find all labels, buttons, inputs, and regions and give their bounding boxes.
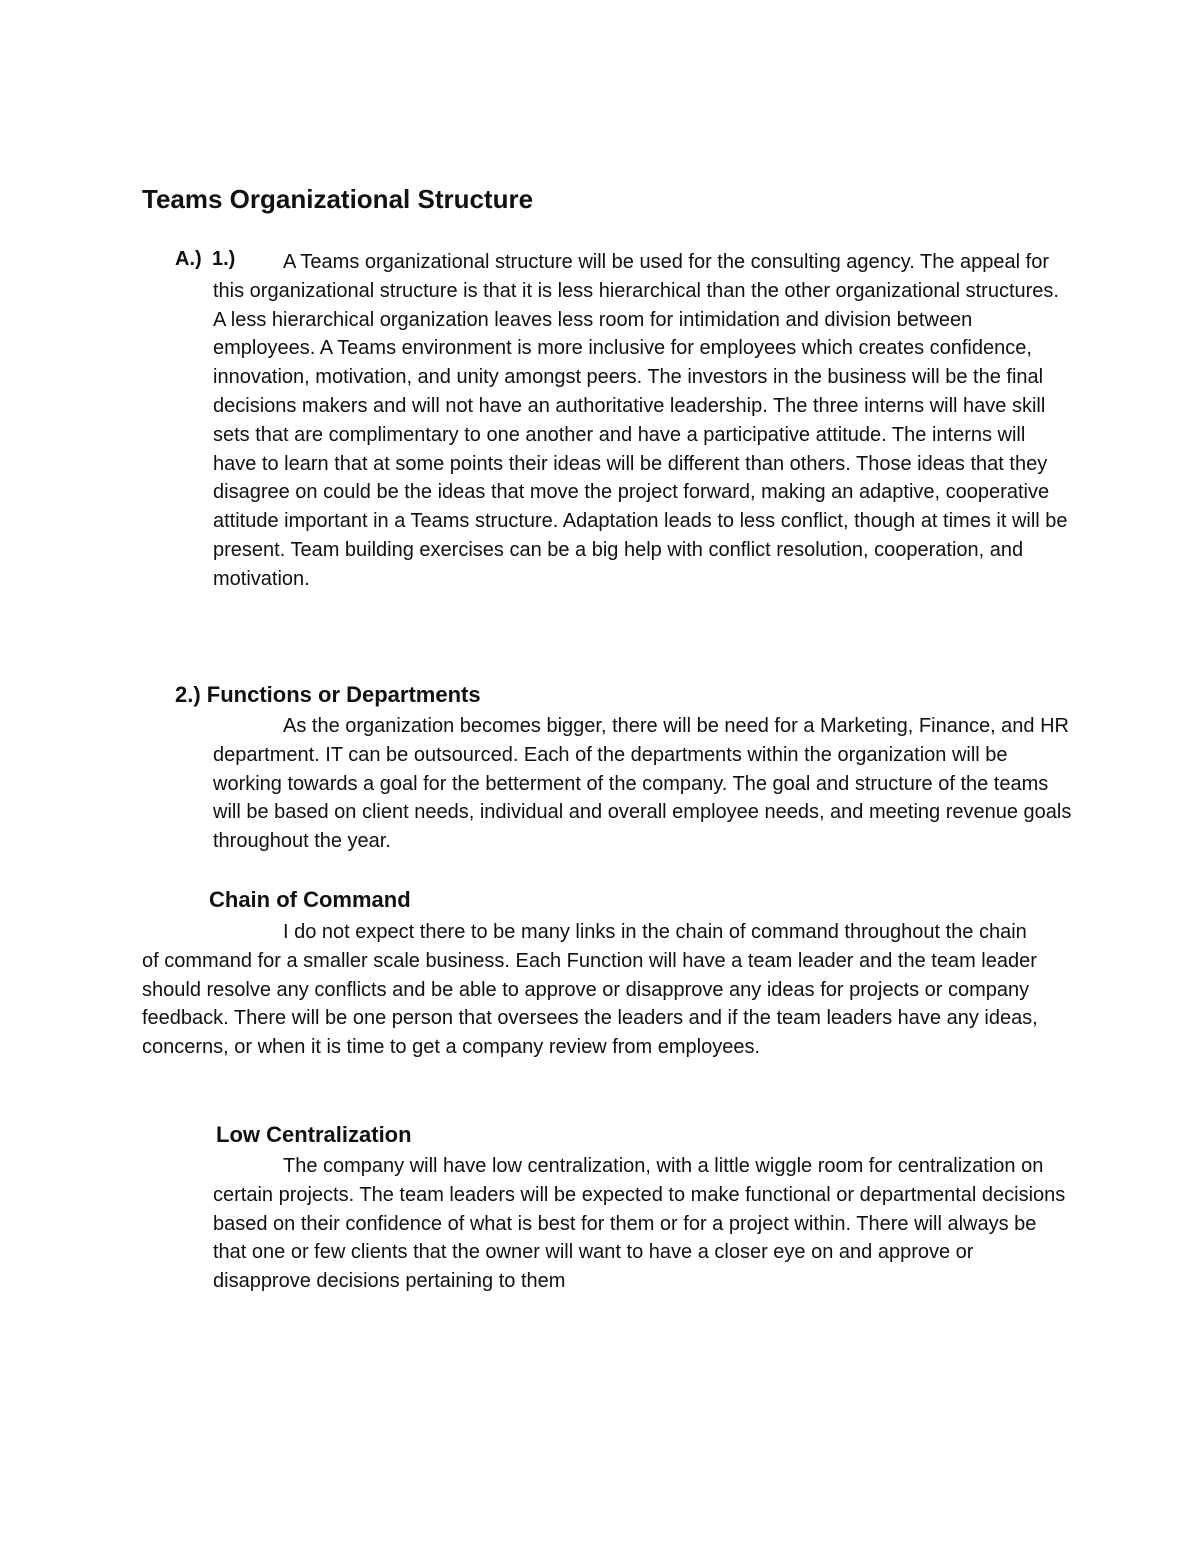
low-centralization-paragraph: The company will have low centralization, with a little wiggle room for centralization on certain projects. The team leaders will be expected to make functional or departmental decisions based on their confidence of what is best for them or for a project within. There will always be that one or few clients that the owner will want to have a closer eye on and approve or disapprove decisions pertaining to them — [213, 1155, 1066, 1293]
chain-of-command-paragraph: I do not expect there to be many links in the chain of command throughout the chain of command for a smaller scale business. Each Function will have a team leader and the team leader should resolve any conflicts and be able to approve or disapprove any ideas for projects or company feedback. There will be one person that oversees the leaders and if the team leaders have any ideas, concerns, or when it is time to get a company review from employees. — [142, 921, 1038, 1059]
chain-of-command-heading: Chain of Command — [209, 887, 411, 912]
functions-heading: 2.) Functions or Departments — [175, 682, 481, 707]
low-centralization-heading: Low Centralization — [216, 1122, 412, 1147]
document-title: Teams Organizational Structure — [142, 184, 534, 214]
section-a-letter-marker: A.) — [175, 248, 202, 270]
section-a-number-marker: 1.) — [212, 248, 236, 270]
functions-paragraph: As the organization becomes bigger, there will be need for a Marketing, Finance, and HR department. IT can be outsourced. Each of the departments within the organization will be working towards a goal for the betterment of the company. The goal and structure of the teams will be based on client needs, individual and overall employee needs, and meeting revenue goals throughout the year. — [213, 715, 1072, 853]
section-a-paragraph: A Teams organizational structure will be used for the consulting agency. The appeal for this organizational structure is that it is less hierarchical than the other organizational structures. A less hierarchical organization leaves less room for intimidation and division between employees. A Teams environment is more inclusive for employees which creates confidence, innovation, motivation, and unity amongst peers. The investors in the business will be the final decisions makers and will not have an authoritative leadership. The three interns will have skill sets that are complimentary to one another and have a participative attitude. The interns will have to learn that at some points their ideas will be different than others. Those ideas that they disagree on could be the ideas that move the project forward, making an adaptive, cooperative attitude important in a Teams structure. Adaptation leads to less conflict, though at times it will be present. Team building exercises can be a big help with conflict resolution, cooperation, and motivation. — [213, 251, 1068, 590]
